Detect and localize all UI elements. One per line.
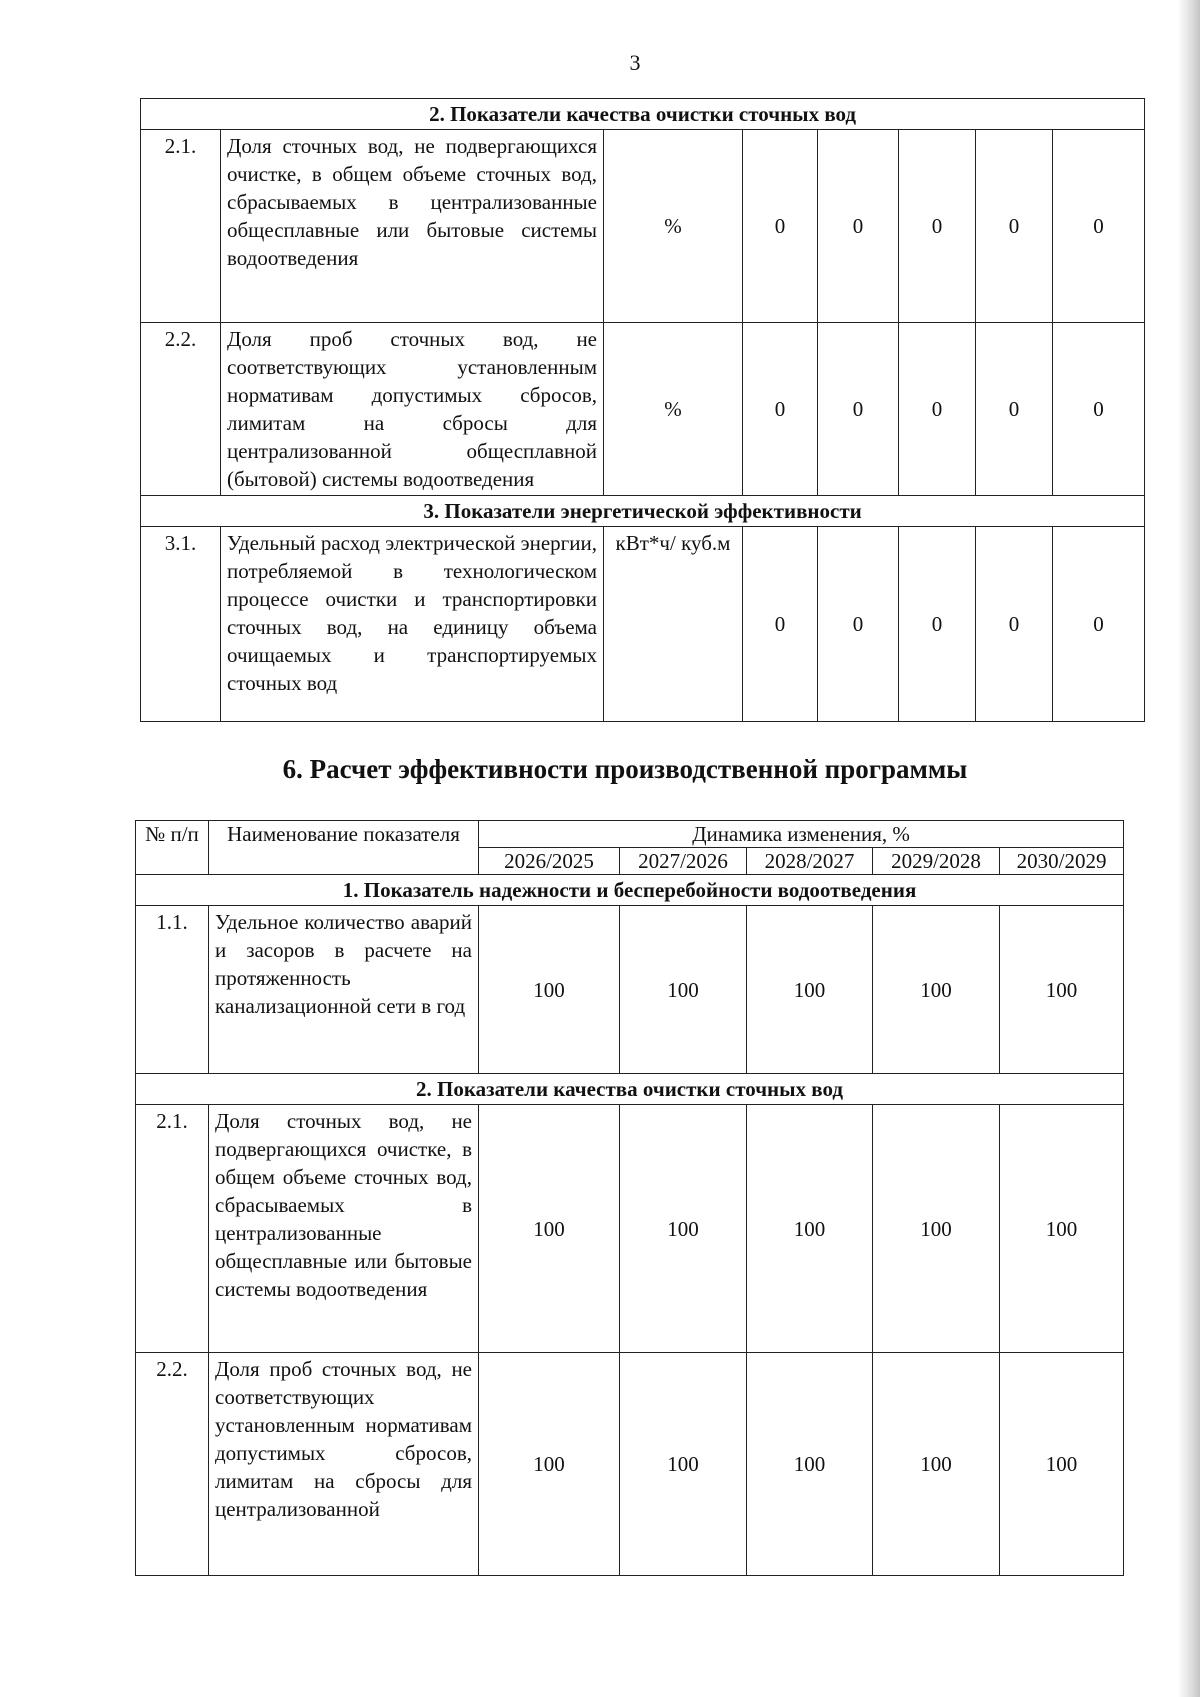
value-cell: 100 xyxy=(873,906,1000,1074)
value-cell: 100 xyxy=(873,1105,1000,1353)
value-cell: 100 xyxy=(479,906,620,1074)
row-number: 2.2. xyxy=(141,323,221,496)
value-cell: 0 xyxy=(899,323,976,496)
value-cell: 0 xyxy=(899,527,976,722)
indicator-name: Доля сточных вод, не подвергающихся очистке, в общем объеме сточных вод, сбрасываемых в централизованные общесплавные или бытовые системы водоотведения xyxy=(209,1105,479,1353)
page-number: 3 xyxy=(629,50,641,75)
scan-edge-shadow xyxy=(1178,0,1200,1697)
indicator-name: Доля сточных вод, не подвергающихся очистке, в общем объеме сточных вод, сбрасываемых в централизованные общесплавные или бытовые системы водоотведения xyxy=(221,130,604,323)
section-title: 2. Показатели качества очистки сточных вод xyxy=(136,1074,1124,1105)
header-dynamics: Динамика изменения, % xyxy=(479,821,1124,848)
row-number: 2.2. xyxy=(136,1353,209,1576)
value-cell: 0 xyxy=(1053,527,1145,722)
indicators-table-continued xyxy=(140,98,1145,722)
header-row xyxy=(136,821,1124,848)
header-num: № п/п xyxy=(136,821,209,875)
value-cell: 100 xyxy=(479,1105,620,1353)
section-title: 2. Показатели качества очистки сточных вод xyxy=(141,99,1145,130)
section-title: 3. Показатели энергетической эффективности xyxy=(141,496,1145,527)
value-cell: 100 xyxy=(747,906,873,1074)
value-cell: 0 xyxy=(818,323,899,496)
header-year: 2026/2025 xyxy=(479,848,620,875)
value-cell: 0 xyxy=(899,130,976,323)
table-row xyxy=(136,1353,1124,1576)
value-cell: 0 xyxy=(976,323,1053,496)
indicator-name: Удельный расход электрической энергии, потребляемой в технологическом процессе очистки и транспортировки сточных вод, на единицу объема очищаемых и транспортируемых сточных вод xyxy=(221,527,604,722)
row-number: 3.1. xyxy=(141,527,221,722)
section-title: 1. Показатель надежности и бесперебойности водоотведения xyxy=(136,875,1124,906)
unit-cell: кВт*ч/ куб.м xyxy=(604,527,743,722)
value-cell: 0 xyxy=(743,130,818,323)
table-row xyxy=(136,906,1124,1074)
section-row xyxy=(141,99,1145,130)
value-cell: 100 xyxy=(1000,1353,1124,1576)
indicator-name: Доля проб сточных вод, не соответствующих установленным нормативам допустимых сбросов, лимитам на сбросы для централизованной общесплавной (бытовой) системы водоотведения xyxy=(221,323,604,496)
value-cell: 100 xyxy=(620,1105,747,1353)
value-cell: 100 xyxy=(620,906,747,1074)
value-cell: 100 xyxy=(620,1353,747,1576)
value-cell: 100 xyxy=(1000,1105,1124,1353)
value-cell: 100 xyxy=(873,1353,1000,1576)
value-cell: 0 xyxy=(976,130,1053,323)
row-number: 2.1. xyxy=(141,130,221,323)
header-name: Наименование показателя xyxy=(209,821,479,875)
value-cell: 0 xyxy=(976,527,1053,722)
table-row xyxy=(136,1105,1124,1353)
value-cell: 0 xyxy=(743,527,818,722)
efficiency-table xyxy=(135,820,1124,1576)
indicator-name: Удельное количество аварий и засоров в расчете на протяженность канализационной сети в год xyxy=(209,906,479,1074)
row-number: 2.1. xyxy=(136,1105,209,1353)
indicator-name: Доля проб сточных вод, не соответствующих установленным нормативам допустимых сбросов, лимитам на сбросы для централизованной xyxy=(209,1353,479,1576)
section-heading: 6. Расчет эффективности производственной программы xyxy=(282,754,968,784)
header-year: 2029/2028 xyxy=(873,848,1000,875)
header-year: 2027/2026 xyxy=(620,848,747,875)
value-cell: 100 xyxy=(747,1105,873,1353)
value-cell: 0 xyxy=(818,130,899,323)
unit-cell: % xyxy=(604,323,743,496)
header-year: 2028/2027 xyxy=(747,848,873,875)
section-row xyxy=(136,875,1124,906)
value-cell: 100 xyxy=(1000,906,1124,1074)
value-cell: 100 xyxy=(479,1353,620,1576)
section-row xyxy=(141,496,1145,527)
value-cell: 0 xyxy=(1053,323,1145,496)
unit-cell: % xyxy=(604,130,743,323)
section-row xyxy=(136,1074,1124,1105)
table-row xyxy=(141,130,1145,323)
row-number: 1.1. xyxy=(136,906,209,1074)
value-cell: 0 xyxy=(1053,130,1145,323)
header-year: 2030/2029 xyxy=(1000,848,1124,875)
table-row xyxy=(141,527,1145,722)
table-row xyxy=(141,323,1145,496)
value-cell: 0 xyxy=(743,323,818,496)
value-cell: 100 xyxy=(747,1353,873,1576)
value-cell: 0 xyxy=(818,527,899,722)
